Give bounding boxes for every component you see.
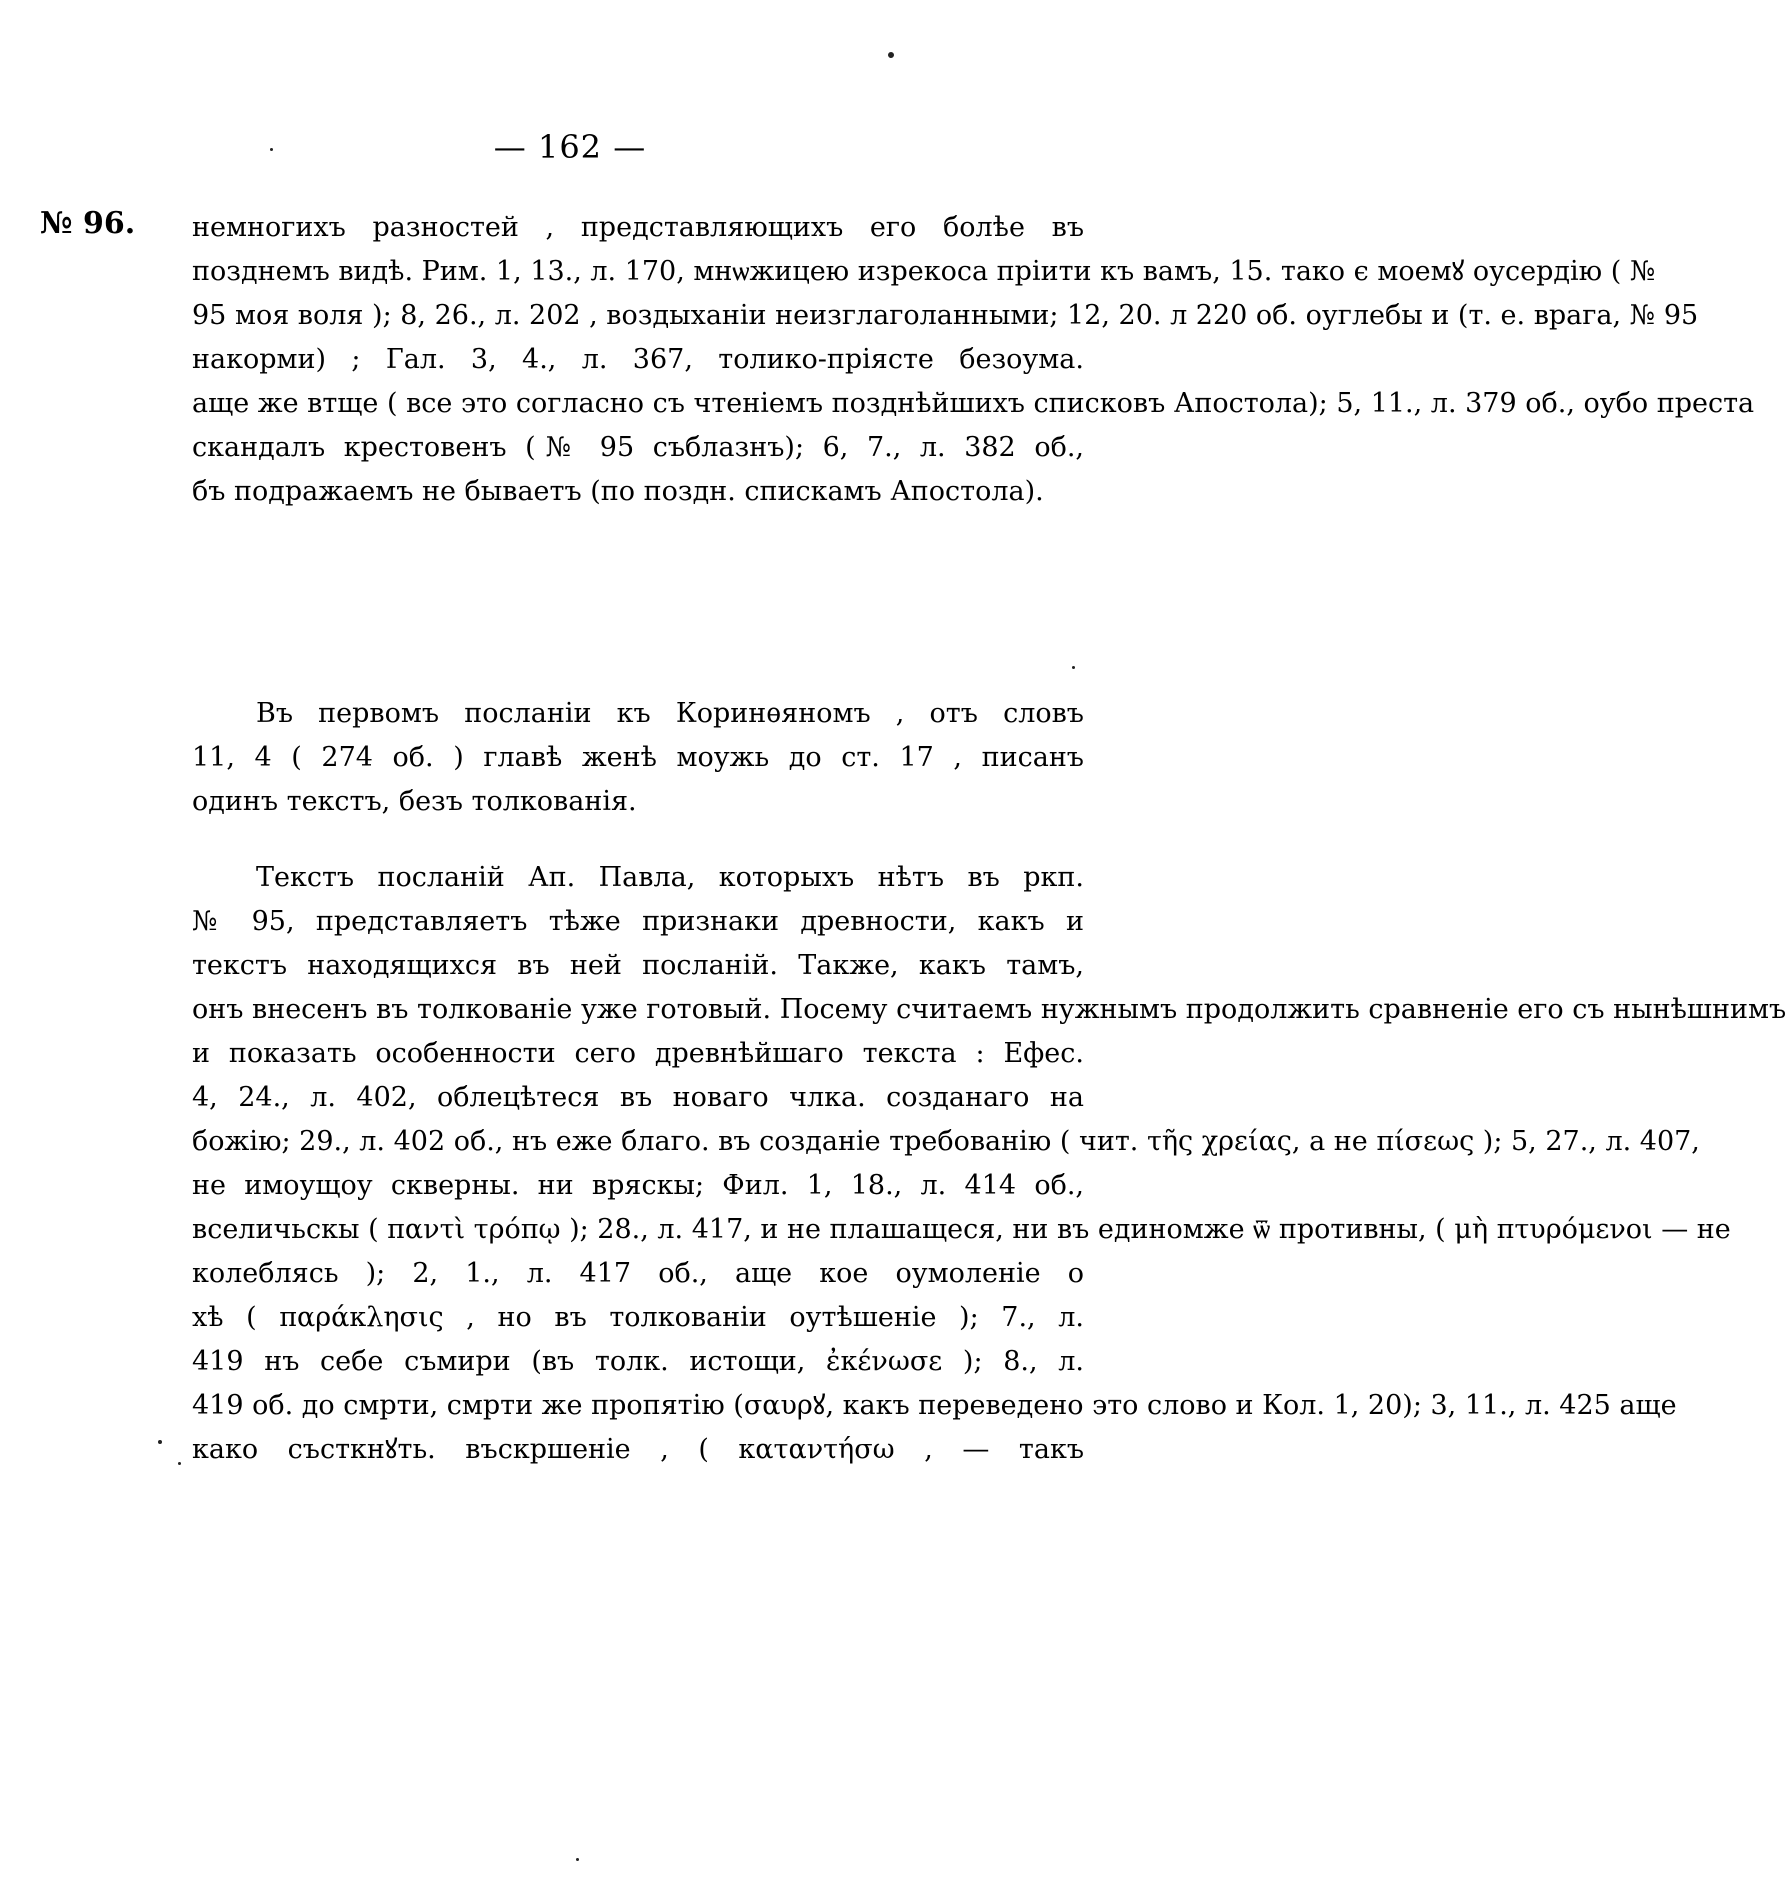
text-line: аще же втще ( все это согласно съ чтеніемъ позднѣйшихъ списковъ Апостола); 5, 11., л. 379 об., оубо преста: [192, 388, 1755, 419]
text-line: колеблясь ); 2, 1., л. 417 об., аще кое оумоленіе о: [192, 1258, 1084, 1289]
text-line: накорми) ; Гал. 3, 4., л. 367, толико-пріясте безоума.: [192, 344, 1084, 375]
text-line: текстъ находящихся въ ней посланій. Также, какъ тамъ,: [192, 950, 1084, 981]
text-line: № 95, представляетъ тѣже признаки древности, какъ и: [192, 906, 1084, 937]
print-speck: [270, 148, 273, 151]
print-speck: [158, 1440, 162, 1444]
text-line: како състкнꙋть. въскршеніе , ( καταντήσω , — такъ: [192, 1434, 1084, 1465]
page-number: — 162 —: [493, 128, 647, 166]
text-line: онъ внесенъ въ толкованіе уже готовый. Посему считаемъ нужнымъ продолжить сравненіе его съ нынѣшнимъ: [192, 994, 1786, 1025]
text-line: и показать особенности сего древнѣйшаго текста : Ефес.: [192, 1038, 1084, 1069]
text-line: 419 об. до смрти, смрти же пропятію (σαυρꙋ, какъ переведено это слово и Кол. 1, 20); 3, 11., л. 425 аще: [192, 1390, 1677, 1421]
text-line: немногихъ разностей , представляющихъ его болѣе въ: [192, 212, 1084, 243]
print-speck: [1072, 666, 1075, 669]
text-line: позднемъ видѣ. Рим. 1, 13., л. 170, мнѡжицею изрекоса пріити къ вамъ, 15. тако є моемꙋ оусердію ( №: [192, 256, 1656, 287]
text-line: 11, 4 ( 274 об. ) главѣ женѣ моужь до ст. 17 , писанъ: [192, 742, 1084, 773]
text-line: Въ первомъ посланіи къ Коринѳяномъ , отъ словъ: [256, 698, 1084, 729]
text-line: божію; 29., л. 402 об., нъ еже благо. въ созданіе требованію ( чит. τῆς χρείας, а не πίσεως ); 5, 27., л. 407,: [192, 1126, 1700, 1157]
text-line: вселичьскы ( παντὶ τρόπῳ ); 28., л. 417, и не плашащеся, ни въ единомже ѿ противны, ( μὴ πτυρόμενοι — не: [192, 1214, 1731, 1245]
text-line: 95 моя воля ); 8, 26., л. 202 , воздыханіи неизглаголанными; 12, 20. л 220 об. оуглебы и (т. е. врага, № 95: [192, 300, 1699, 331]
text-line: скандалъ крестовенъ (№ 95 съблазнъ); 6, 7., л. 382 об.,: [192, 432, 1084, 463]
print-speck: [178, 1462, 181, 1465]
paragraph-1: [192, 206, 1755, 514]
text-line: Текстъ посланій Ап. Павла, которыхъ нѣтъ въ ркп.: [256, 862, 1084, 893]
paragraph-3: [192, 856, 1786, 1472]
entry-label: № 96.: [40, 206, 136, 241]
text-line: бъ подражаемъ не бываетъ (по поздн. спискамъ Апостола).: [192, 476, 1044, 507]
text-line: не имоущоу скверны. ни вряскы; Фил. 1, 18., л. 414 об.,: [192, 1170, 1084, 1201]
paragraph-2: [192, 692, 1084, 824]
text-line: хѣ ( παράκλησις , но въ толкованіи оутѣшеніе ); 7., л.: [192, 1302, 1084, 1333]
text-line: 4, 24., л. 402, облецѣтеся въ новаго члка. созданаго на: [192, 1082, 1084, 1113]
print-speck: [888, 52, 894, 58]
text-line: одинъ текстъ, безъ толкованія.: [192, 786, 637, 817]
print-speck: [576, 1858, 579, 1861]
text-line: 419 нъ себе съмири (въ толк. истощи, ἐκένωσε ); 8., л.: [192, 1346, 1084, 1377]
